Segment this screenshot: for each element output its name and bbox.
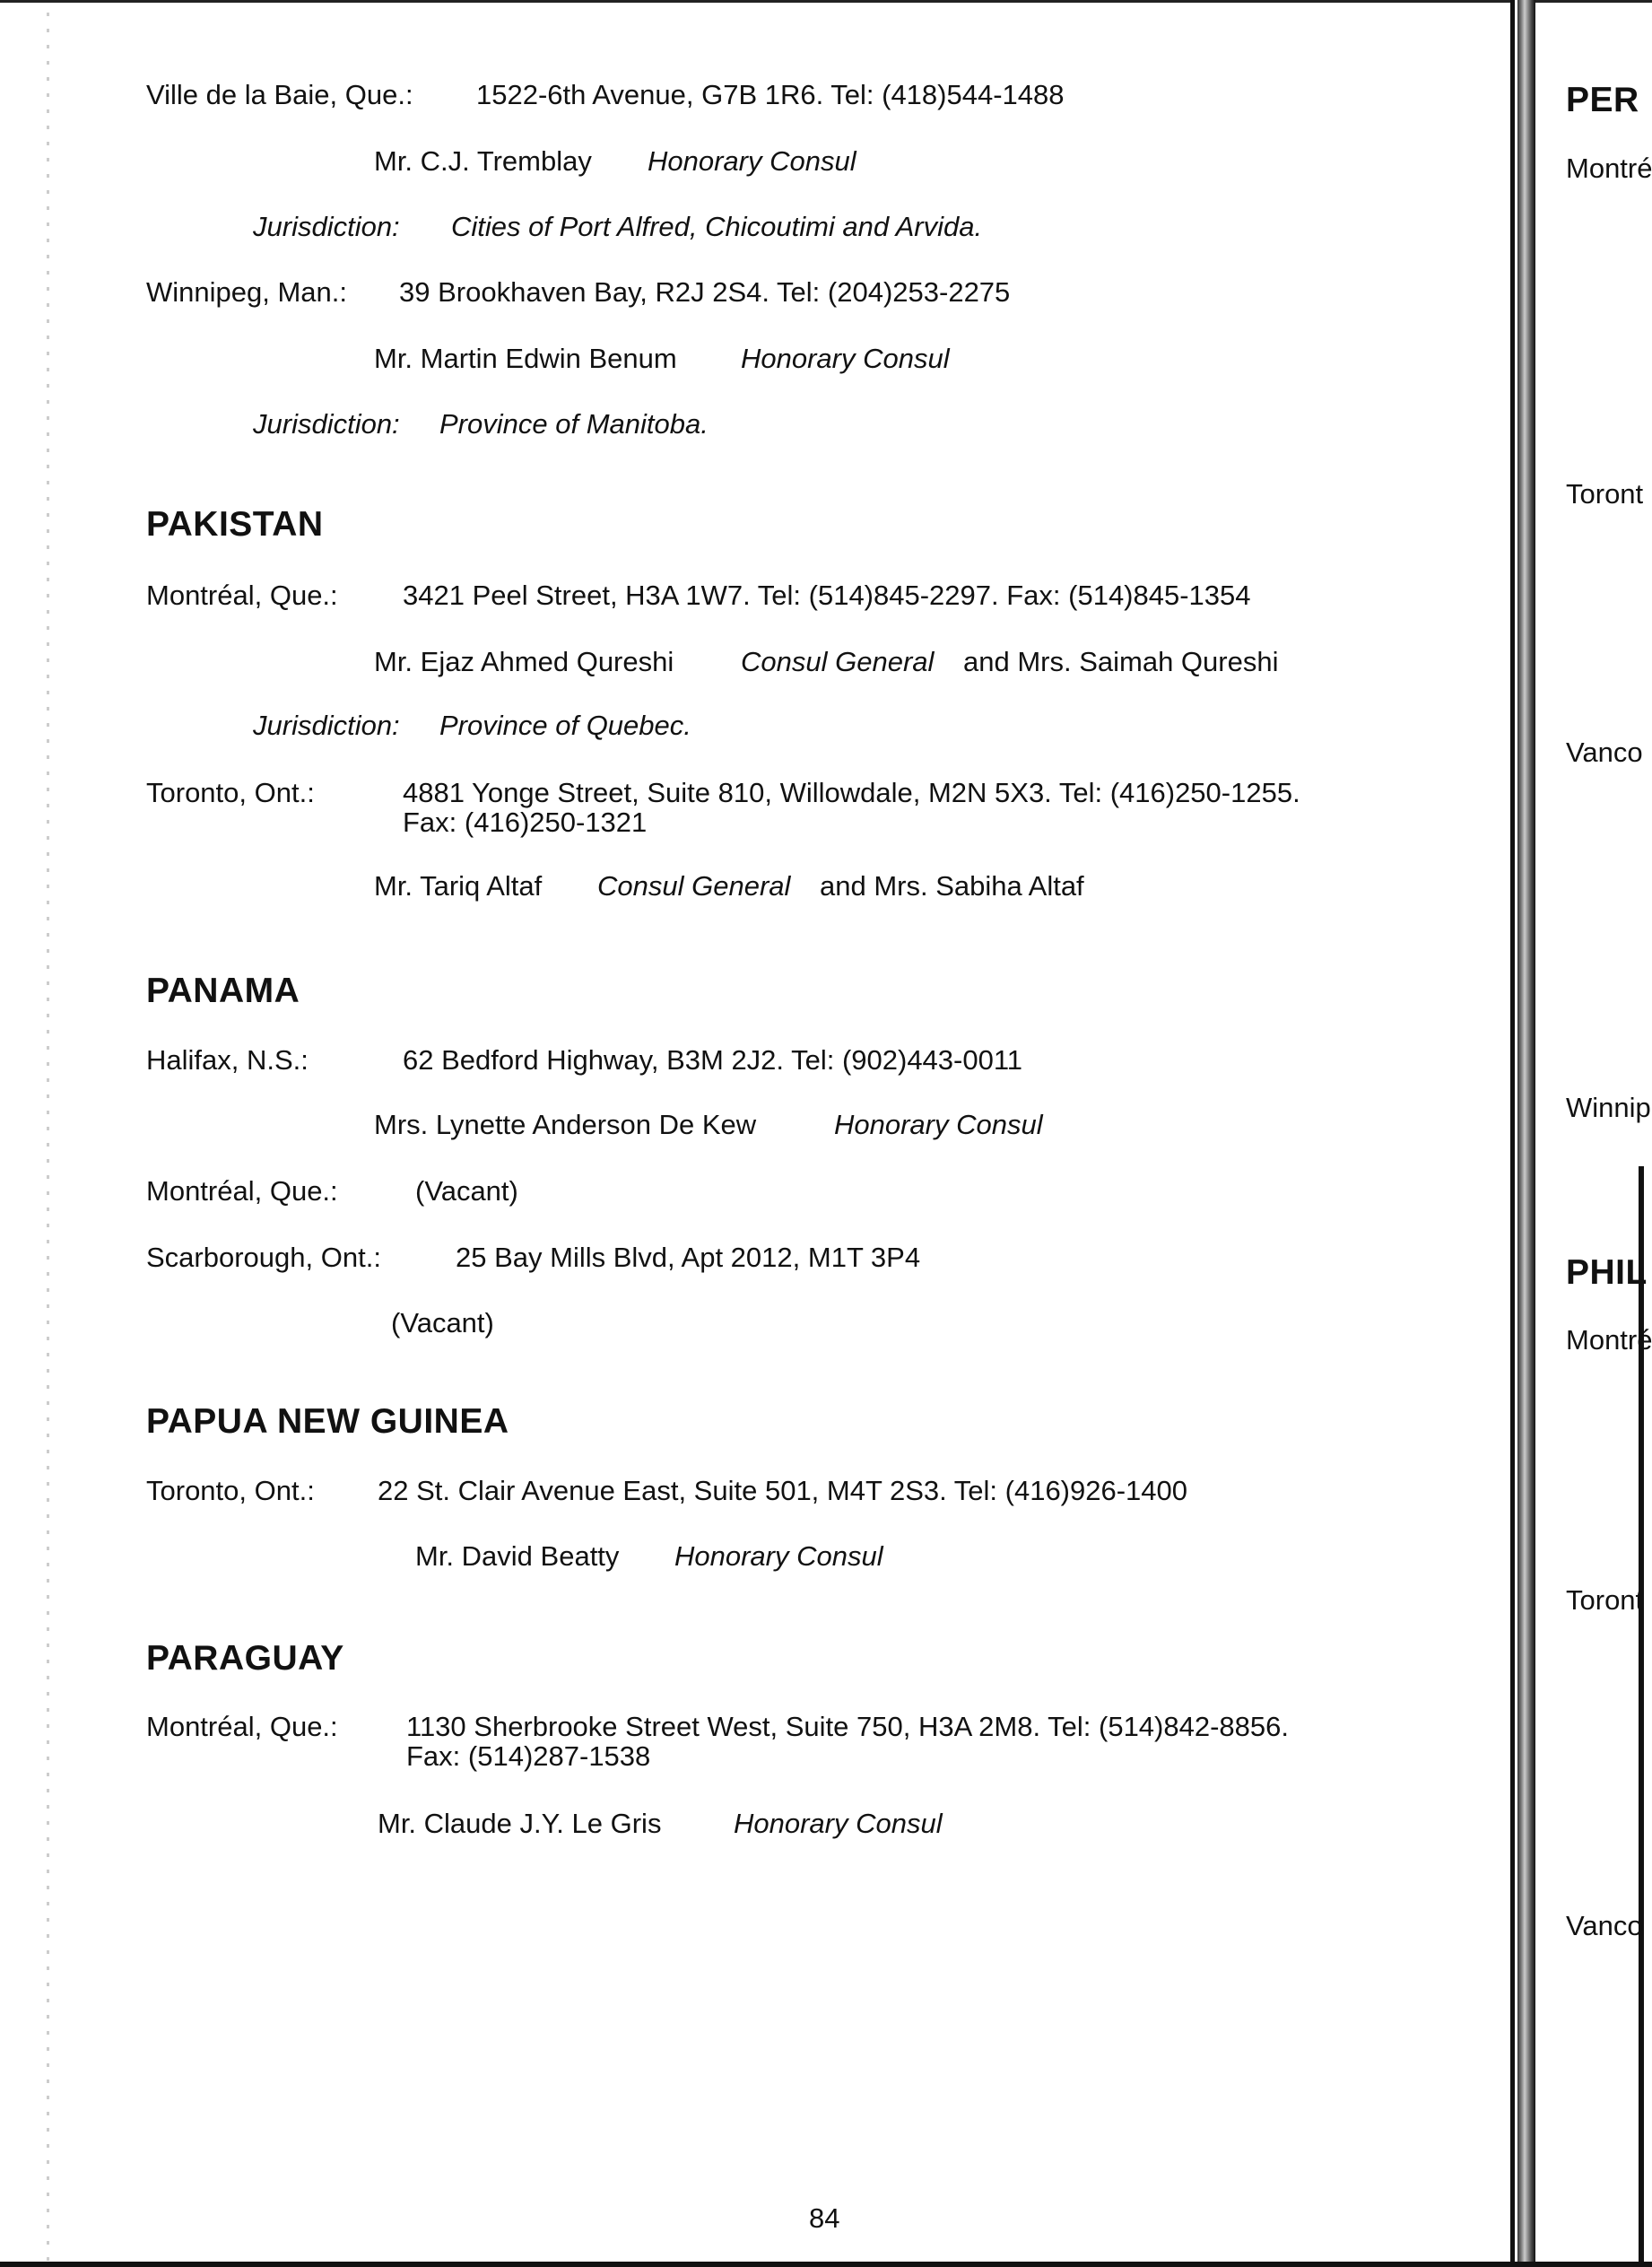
jurisdiction-text: Province of Quebec. (439, 710, 691, 741)
facing-page-city: Montré (1566, 1324, 1652, 1356)
section-heading-paraguay: PARAGUAY (146, 1639, 344, 1678)
facing-page-city: Toront (1566, 1584, 1644, 1616)
scan-top-border (0, 0, 1652, 3)
book-spine (1510, 0, 1535, 2267)
person-spouse: and Mrs. Saimah Qureshi (963, 646, 1279, 677)
person-name: Mr. C.J. Tremblay (374, 145, 592, 177)
city-label: Ville de la Baie, Que.: (146, 79, 413, 110)
section-heading-papua-new-guinea: PAPUA NEW GUINEA (146, 1402, 509, 1441)
jurisdiction-label: Jurisdiction: (253, 211, 400, 242)
facing-page-city: Vanco (1566, 1910, 1643, 1941)
jurisdiction-text: Cities of Port Alfred, Chicoutimi and Arvida. (451, 211, 983, 242)
person-name: Mr. Ejaz Ahmed Qureshi (374, 646, 674, 677)
city-label: Winnipeg, Man.: (146, 276, 347, 308)
person-title: Consul General (741, 646, 935, 677)
person-title: Honorary Consul (648, 145, 856, 177)
city-label: Scarborough, Ont.: (146, 1242, 381, 1273)
address-text: 1130 Sherbrooke Street West, Suite 750, H3A 2M8. Tel: (514)842-8856. (406, 1711, 1289, 1742)
facing-page-city: Toront (1566, 478, 1644, 510)
person-title: Honorary Consul (674, 1540, 883, 1572)
city-label: Toronto, Ont.: (146, 777, 315, 808)
address-text: 4881 Yonge Street, Suite 810, Willowdale, M2N 5X3. Tel: (416)250-1255. (403, 777, 1300, 808)
city-label: Montréal, Que.: (146, 1711, 338, 1742)
address-text-line2: Fax: (514)287-1538 (406, 1740, 651, 1772)
jurisdiction-label: Jurisdiction: (253, 710, 400, 741)
section-heading-pakistan: PAKISTAN (146, 505, 324, 544)
address-text: 39 Brookhaven Bay, R2J 2S4. Tel: (204)253-2275 (399, 276, 1011, 308)
person-title: Honorary Consul (734, 1808, 943, 1839)
person-title: Honorary Consul (741, 343, 950, 374)
person-name: Mr. Martin Edwin Benum (374, 343, 677, 374)
person-title: Consul General (597, 870, 791, 902)
facing-page-city: Montré (1566, 153, 1652, 184)
city-label: Halifax, N.S.: (146, 1044, 309, 1076)
address-text: 22 St. Clair Avenue East, Suite 501, M4T 2S3. Tel: (416)926-1400 (378, 1475, 1188, 1506)
jurisdiction-label: Jurisdiction: (253, 408, 400, 440)
person-name: Mr. Claude J.Y. Le Gris (378, 1808, 662, 1839)
person-name: Mr. David Beatty (415, 1540, 620, 1572)
address-text: 3421 Peel Street, H3A 1W7. Tel: (514)845-2297. Fax: (514)845-1354 (403, 580, 1251, 611)
address-text: (Vacant) (415, 1175, 518, 1207)
section-heading-panama: PANAMA (146, 972, 300, 1010)
city-label: Toronto, Ont.: (146, 1475, 315, 1506)
scan-left-edge (47, 0, 49, 2267)
facing-page-city: Winnip (1566, 1092, 1651, 1123)
page-number: 84 (809, 2202, 840, 2234)
person-name: Mrs. Lynette Anderson De Kew (374, 1109, 757, 1140)
facing-page-city: Vanco (1566, 737, 1643, 768)
address-text: 62 Bedford Highway, B3M 2J2. Tel: (902)443-0011 (403, 1044, 1023, 1076)
scan-bottom-border (0, 2262, 1652, 2267)
address-text: 25 Bay Mills Blvd, Apt 2012, M1T 3P4 (456, 1242, 921, 1273)
jurisdiction-text: Province of Manitoba. (439, 408, 709, 440)
address-text: 1522-6th Avenue, G7B 1R6. Tel: (418)544-1488 (476, 79, 1065, 110)
person-name: (Vacant) (391, 1307, 494, 1338)
address-text-line2: Fax: (416)250-1321 (403, 807, 648, 838)
city-label: Montréal, Que.: (146, 1175, 338, 1207)
person-spouse: and Mrs. Sabiha Altaf (820, 870, 1084, 902)
city-label: Montréal, Que.: (146, 580, 338, 611)
person-title: Honorary Consul (834, 1109, 1043, 1140)
facing-page-heading: PHIL (1566, 1253, 1648, 1292)
facing-page-heading: PER (1566, 81, 1639, 119)
person-name: Mr. Tariq Altaf (374, 870, 543, 902)
